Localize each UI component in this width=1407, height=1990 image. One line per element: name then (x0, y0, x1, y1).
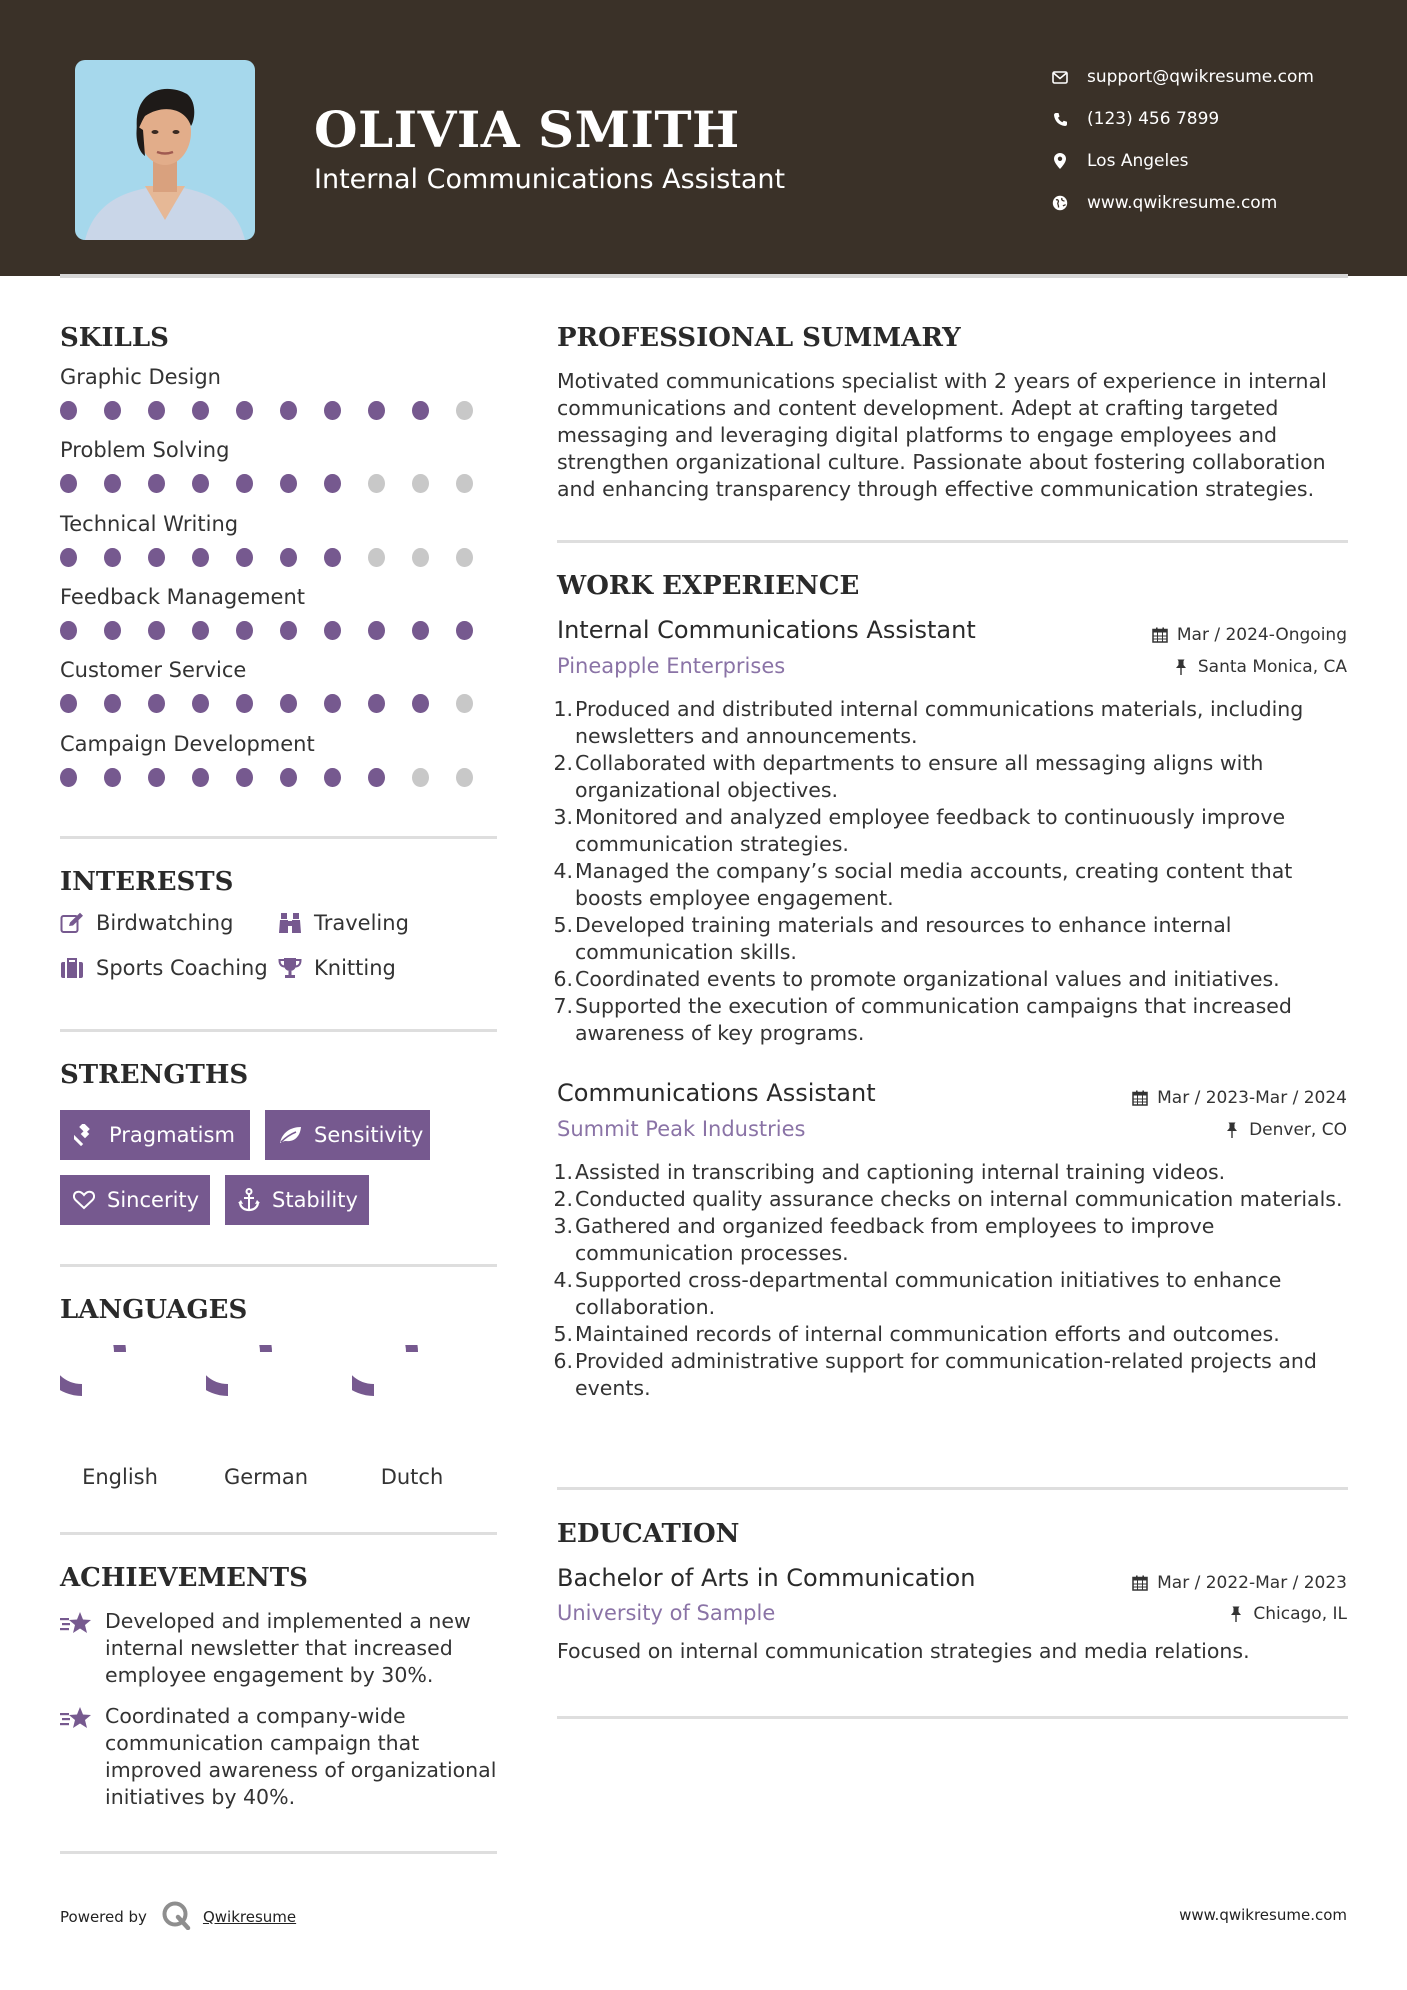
rating-dot-empty (456, 548, 473, 567)
contact-phone[interactable] (1050, 98, 1314, 140)
rating-dot-filled (368, 401, 385, 420)
contact-website-text: www.qwikresume.com (1087, 193, 1278, 213)
job-bullet-text: Coordinated events to promote organizational values and initiatives. (575, 967, 1280, 991)
language-level-gauge (60, 1345, 180, 1437)
language-level-arc (206, 1345, 266, 1390)
profile-photo (75, 60, 255, 240)
job-date (1151, 625, 1347, 645)
job-bullet: 2. Conducted quality assurance checks on internal communication materials. (553, 1187, 1343, 1211)
job-bullet-text: Assisted in transcribing and captioning internal training videos. (575, 1160, 1226, 1184)
language-item (60, 1345, 180, 1489)
rating-dot-filled (324, 401, 341, 420)
interest-label: Birdwatching (96, 911, 234, 935)
rating-dot-filled (148, 694, 165, 713)
binoculars-icon (278, 911, 302, 935)
rating-dot-filled (60, 621, 77, 640)
rating-dot-filled (236, 401, 253, 420)
leaf-icon (278, 1123, 302, 1147)
calendar-icon (1151, 626, 1169, 644)
skill-rating (60, 621, 500, 640)
pushpin-icon (1172, 658, 1190, 676)
contact-location-text: Los Angeles (1087, 151, 1189, 171)
summary-divider (557, 540, 1348, 543)
strength-tag (60, 1110, 250, 1160)
achievements-heading: ACHIEVEMENTS (60, 1563, 308, 1593)
rating-dot-filled (236, 474, 253, 493)
heart-icon (73, 1188, 95, 1212)
skill-item (60, 732, 500, 787)
rating-dot-filled (412, 694, 429, 713)
education-description: Focused on internal communication strategies and media relations. (557, 1639, 1250, 1663)
qwikresume-link[interactable]: Qwikresume (202, 1908, 297, 1926)
experience-heading: WORK EXPERIENCE (557, 571, 860, 601)
strength-tag (265, 1110, 430, 1160)
rating-dot-filled (192, 768, 209, 787)
skills-heading: SKILLS (60, 323, 169, 353)
language-item (352, 1345, 472, 1489)
rating-dot-filled (324, 768, 341, 787)
summary-heading: PROFESSIONAL SUMMARY (557, 323, 961, 353)
interests-divider (60, 1029, 497, 1032)
skill-name: Technical Writing (60, 511, 239, 536)
rating-dot-filled (104, 401, 121, 420)
footer-powered-by (60, 1900, 296, 1934)
rating-dot-filled (60, 768, 77, 787)
qwikresume-logo-icon (161, 1900, 191, 1934)
rating-dot-empty (412, 474, 429, 493)
rating-dot-filled (192, 401, 209, 420)
rating-dot-empty (456, 768, 473, 787)
job-bullet-list (552, 696, 1352, 1047)
candidate-title: Internal Communications Assistant (314, 164, 786, 195)
education-date (1131, 1573, 1347, 1593)
rating-dot-filled (236, 548, 253, 567)
rating-dot-filled (456, 621, 473, 640)
language-level-gauge (352, 1345, 472, 1437)
language-name: Dutch (380, 1465, 444, 1489)
skills-divider (60, 836, 497, 839)
job-bullet: 6. Provided administrative support for communication-related projects and events. (552, 1348, 1352, 1402)
interest-item (60, 911, 233, 935)
job-bullet: 1. Assisted in transcribing and captioning internal training videos. (553, 1160, 1226, 1184)
rating-dot-filled (60, 474, 77, 493)
job-bullet: 5. Developed training materials and resources to enhance internal communication skills. (552, 912, 1352, 966)
degree-title: Bachelor of Arts in Communication (557, 1564, 976, 1592)
company-name: Summit Peak Industries (557, 1117, 806, 1141)
job-date (1131, 1088, 1347, 1108)
rating-dot-filled (148, 621, 165, 640)
rating-dot-filled (104, 548, 121, 567)
contact-email-text: support@qwikresume.com (1087, 67, 1314, 87)
job-bullet-list (552, 1159, 1352, 1402)
job-date-text: Mar / 2024-Ongoing (1176, 625, 1347, 645)
skill-name: Feedback Management (60, 584, 306, 609)
rating-dot-filled (324, 621, 341, 640)
contact-email[interactable] (1050, 56, 1314, 98)
job-location (1172, 657, 1347, 677)
rating-dot-filled (368, 621, 385, 640)
trophy-icon (278, 956, 302, 980)
job-location (1223, 1120, 1347, 1140)
briefcase-icon (60, 956, 84, 980)
envelope-icon (1050, 71, 1070, 84)
rating-dot-filled (148, 548, 165, 567)
rating-dot-filled (280, 401, 297, 420)
language-name: English (82, 1465, 158, 1489)
rating-dot-filled (368, 694, 385, 713)
language-name: German (223, 1465, 309, 1489)
job-bullet: 3. Gathered and organized feedback from employees to improve communication processes. (552, 1213, 1352, 1267)
rating-dot-empty (368, 548, 385, 567)
interest-label: Knitting (314, 956, 396, 980)
rating-dot-filled (280, 694, 297, 713)
interest-item (278, 911, 409, 935)
job-bullet: 7. Supported the execution of communication campaigns that increased awareness of key programs. (552, 993, 1352, 1047)
skill-rating (60, 401, 500, 420)
rating-dot-filled (280, 768, 297, 787)
interest-item (278, 956, 396, 980)
skill-rating (60, 694, 500, 713)
job-bullet-text: Supported cross-departmental communication initiatives to enhance collaboration. (575, 1268, 1282, 1319)
job-date-text: Mar / 2023-Mar / 2024 (1157, 1088, 1347, 1108)
rating-dot-filled (280, 548, 297, 567)
interest-item (60, 956, 268, 980)
job-bullet-text: Supported the execution of communication campaigns that increased awareness of key programs. (575, 994, 1292, 1045)
experience-divider (557, 1487, 1348, 1490)
school-name: University of Sample (557, 1601, 776, 1625)
strengths-divider (60, 1264, 497, 1267)
job-bullet: 5. Maintained records of internal communication efforts and outcomes. (553, 1322, 1280, 1346)
job-bullet: 2. Collaborated with departments to ensure all messaging aligns with organizational objectives. (552, 750, 1352, 804)
rating-dot-filled (324, 548, 341, 567)
rating-dot-filled (412, 401, 429, 420)
rating-dot-filled (60, 694, 77, 713)
job-location-text: Denver, CO (1249, 1120, 1347, 1140)
rating-dot-filled (192, 621, 209, 640)
strength-label: Stability (272, 1188, 358, 1212)
strength-tag (225, 1175, 369, 1225)
skill-name: Campaign Development (60, 731, 315, 756)
footer-website[interactable]: www.qwikresume.com (1179, 1906, 1347, 1924)
rating-dot-filled (324, 474, 341, 493)
job-title: Communications Assistant (557, 1079, 876, 1107)
job-bullet: 6. Coordinated events to promote organizational values and initiatives. (553, 967, 1280, 991)
strengths-heading: STRENGTHS (60, 1060, 249, 1090)
company-name: Pineapple Enterprises (557, 654, 786, 678)
achievement-text: Coordinated a company-wide communication campaign that improved awareness of organizational initiatives by 40%. (105, 1704, 497, 1809)
rating-dot-filled (236, 694, 253, 713)
rating-dot-filled (192, 548, 209, 567)
language-level-arc (60, 1345, 120, 1390)
job-bullet: 4. Supported cross-departmental communication initiatives to enhance collaboration. (552, 1267, 1352, 1321)
rating-dot-filled (104, 621, 121, 640)
language-level-gauge (206, 1345, 326, 1437)
calendar-icon (1131, 1089, 1149, 1107)
rating-dot-empty (456, 694, 473, 713)
achievements-divider (60, 1851, 497, 1854)
job-bullet-text: Produced and distributed internal communications materials, including newsletters and announcements. (575, 697, 1304, 748)
job-bullet-text: Managed the company’s social media accounts, creating content that boosts employee engagement. (575, 859, 1293, 910)
contact-location (1050, 140, 1314, 182)
powered-by-text: Powered by (60, 1908, 147, 1926)
achievement-item (60, 1703, 500, 1811)
strength-tag (60, 1175, 210, 1225)
education-date-text: Mar / 2022-Mar / 2023 (1157, 1573, 1347, 1593)
job-title: Internal Communications Assistant (557, 616, 976, 644)
language-level-arc (352, 1345, 412, 1390)
rating-dot-filled (280, 474, 297, 493)
rating-dot-empty (412, 548, 429, 567)
pushpin-icon (1223, 1121, 1241, 1139)
gavel-icon (73, 1123, 97, 1147)
rating-dot-filled (280, 621, 297, 640)
candidate-name: OLIVIA SMITH (314, 100, 740, 159)
interest-label: Sports Coaching (96, 956, 268, 980)
edit-icon (60, 911, 84, 935)
header-divider (60, 274, 1348, 278)
rating-dot-filled (104, 474, 121, 493)
rating-dot-filled (104, 768, 121, 787)
rating-dot-filled (192, 474, 209, 493)
job-location-text: Santa Monica, CA (1197, 657, 1347, 677)
pushpin-icon (1227, 1605, 1245, 1623)
contact-phone-text: (123) 456 7899 (1087, 109, 1220, 129)
languages-heading: LANGUAGES (60, 1295, 248, 1325)
rating-dot-empty (456, 401, 473, 420)
achievement-text: Developed and implemented a new internal newsletter that increased employee engagement by 30%. (105, 1609, 471, 1687)
phone-icon (1050, 112, 1070, 127)
education-location-text: Chicago, IL (1253, 1604, 1347, 1624)
skill-item (60, 585, 500, 640)
rating-dot-filled (148, 401, 165, 420)
contact-website[interactable] (1050, 182, 1314, 224)
resume-header (0, 0, 1407, 276)
job-bullet: 3. Monitored and analyzed employee feedback to continuously improve communication strategies. (552, 804, 1352, 858)
job-bullet: 1. Produced and distributed internal communications materials, including newsletters and announcements. (552, 696, 1352, 750)
rating-dot-filled (192, 694, 209, 713)
job-bullet-text: Gathered and organized feedback from employees to improve communication processes. (575, 1214, 1215, 1265)
rating-dot-filled (412, 621, 429, 640)
rating-dot-filled (236, 621, 253, 640)
location-pin-icon (1050, 153, 1070, 169)
skill-name: Problem Solving (60, 438, 230, 463)
rating-dot-filled (368, 768, 385, 787)
rating-dot-empty (412, 768, 429, 787)
interest-label: Traveling (314, 911, 409, 935)
contact-list (1050, 56, 1314, 224)
rating-dot-empty (456, 474, 473, 493)
shooting-star-icon (60, 1705, 94, 1811)
skill-item (60, 438, 500, 493)
languages-divider (60, 1532, 497, 1535)
rating-dot-filled (236, 768, 253, 787)
skill-name: Graphic Design (60, 365, 221, 389)
anchor-icon (238, 1188, 260, 1212)
job-bullet-text: Collaborated with departments to ensure all messaging aligns with organizational objectives. (575, 751, 1264, 802)
strength-label: Pragmatism (109, 1123, 235, 1147)
rating-dot-filled (148, 768, 165, 787)
job-bullet-text: Monitored and analyzed employee feedback to continuously improve communication strategies. (575, 805, 1286, 856)
rating-dot-filled (104, 694, 121, 713)
achievement-item (60, 1608, 500, 1689)
skill-rating (60, 474, 500, 493)
summary-text: Motivated communications specialist with 2 years of experience in internal communications and content development. Adept at crafting targeted messaging and leveraging digital platforms to engage employees and strengthen organizational culture. Passionate about fostering collaboration and enhancing transparency through effective communication strategies. (557, 369, 1327, 501)
rating-dot-empty (368, 474, 385, 493)
job-bullet-text: Provided administrative support for communication-related projects and events. (575, 1349, 1317, 1400)
education-divider (557, 1716, 1348, 1719)
job-bullet-text: Maintained records of internal communication efforts and outcomes. (575, 1322, 1280, 1346)
skill-name: Customer Service (60, 658, 247, 683)
shooting-star-icon (60, 1610, 94, 1689)
strength-label: Sensitivity (314, 1123, 424, 1147)
job-bullet-text: Developed training materials and resources to enhance internal communication skills. (575, 913, 1232, 964)
skill-rating (60, 768, 500, 787)
rating-dot-filled (148, 474, 165, 493)
rating-dot-filled (60, 548, 77, 567)
language-item (206, 1345, 326, 1489)
job-bullet: 4. Managed the company’s social media accounts, creating content that boosts employee engagement. (552, 858, 1352, 912)
strength-label: Sincerity (107, 1188, 200, 1212)
education-heading: EDUCATION (557, 1519, 740, 1549)
skill-item (60, 365, 500, 420)
skill-rating (60, 548, 500, 567)
skill-item (60, 512, 500, 567)
globe-icon (1050, 195, 1070, 211)
education-location (1227, 1604, 1347, 1624)
rating-dot-filled (60, 401, 77, 420)
interests-heading: INTERESTS (60, 867, 234, 897)
job-bullet-text: Conducted quality assurance checks on internal communication materials. (575, 1187, 1343, 1211)
calendar-icon (1131, 1574, 1149, 1592)
rating-dot-filled (324, 694, 341, 713)
skill-item (60, 658, 500, 713)
